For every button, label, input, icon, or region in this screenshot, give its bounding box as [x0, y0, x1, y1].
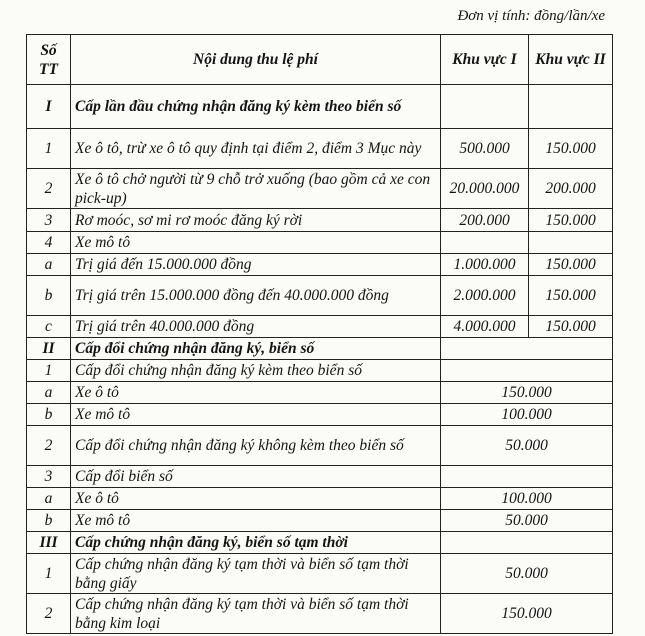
row-region-1: 500.000: [441, 129, 529, 169]
table-row: [27, 232, 613, 254]
row-content: Xe ô tô: [71, 382, 441, 404]
row-stt: a: [27, 254, 71, 276]
fee-table: [26, 34, 613, 634]
row-region-1: 1.000.000: [441, 254, 529, 276]
row-content: Xe mô tô: [71, 510, 441, 532]
row-stt: a: [27, 382, 71, 404]
row-stt: 1: [27, 360, 71, 382]
row-stt: III: [27, 532, 71, 554]
section-row: [27, 85, 613, 129]
header-content: Nội dung thu lệ phí: [71, 35, 441, 85]
table-row: [27, 382, 613, 404]
table-row: [27, 360, 613, 382]
row-content: Cấp đổi chứng nhận đăng ký không kèm theo biển số: [71, 426, 441, 466]
row-value: 50.000: [441, 426, 613, 466]
table-row: [27, 554, 613, 594]
row-content: Xe ô tô chở người từ 9 chỗ trở xuống (bao gồm cả xe con pick-up): [71, 169, 441, 209]
row-stt: a: [27, 488, 71, 510]
row-value: 50.000: [441, 510, 613, 532]
row-value: 100.000: [441, 488, 613, 510]
row-value: [441, 466, 613, 488]
row-value: [441, 532, 613, 554]
row-value: [441, 360, 613, 382]
row-content: Cấp lần đầu chứng nhận đăng ký kèm theo biển số: [71, 85, 441, 129]
fee-table-header: [27, 35, 613, 85]
row-content: Cấp chứng nhận đăng ký, biển số tạm thời: [71, 532, 441, 554]
row-content: Cấp đổi chứng nhận đăng ký, biển số: [71, 338, 441, 360]
row-content: Cấp chứng nhận đăng ký tạm thời và biển số tạm thời bằng kim loại: [71, 594, 441, 634]
row-content: Trị giá trên 40.000.000 đồng: [71, 316, 441, 338]
row-content: Rơ moóc, sơ mi rơ moóc đăng ký rời: [71, 209, 441, 232]
table-row: [27, 466, 613, 488]
row-region-1: 20.000.000: [441, 169, 529, 209]
row-region-2: [529, 232, 613, 254]
table-row: [27, 276, 613, 316]
row-stt: b: [27, 404, 71, 426]
row-region-2: 150.000: [529, 209, 613, 232]
row-stt: I: [27, 85, 71, 129]
unit-note: Đơn vị tính: đồng/lần/xe: [457, 8, 605, 24]
row-stt: 2: [27, 169, 71, 209]
row-region-1: [441, 85, 529, 129]
row-value: 50.000: [441, 554, 613, 594]
row-stt: b: [27, 276, 71, 316]
row-stt: 2: [27, 426, 71, 466]
row-region-1: 2.000.000: [441, 276, 529, 316]
row-content: Trị giá đến 15.000.000 đồng: [71, 254, 441, 276]
row-region-2: [529, 85, 613, 129]
table-row: [27, 129, 613, 169]
row-region-2: 150.000: [529, 129, 613, 169]
row-value: [441, 338, 613, 360]
header-region-1: Khu vực I: [441, 35, 529, 85]
row-content: Cấp đổi biển số: [71, 466, 441, 488]
table-row: [27, 594, 613, 634]
row-region-1: 4.000.000: [441, 316, 529, 338]
row-value: 100.000: [441, 404, 613, 426]
row-content: Trị giá trên 15.000.000 đồng đến 40.000.000 đồng: [71, 276, 441, 316]
row-stt: 3: [27, 466, 71, 488]
row-region-2: 150.000: [529, 254, 613, 276]
row-region-2: 150.000: [529, 276, 613, 316]
table-row: [27, 510, 613, 532]
table-row: [27, 404, 613, 426]
row-stt: 1: [27, 129, 71, 169]
row-content: Xe ô tô, trừ xe ô tô quy định tại điểm 2, điểm 3 Mục này: [71, 129, 441, 169]
row-region-2: 200.000: [529, 169, 613, 209]
table-row: [27, 426, 613, 466]
fee-table-body: [27, 85, 613, 634]
row-stt: b: [27, 510, 71, 532]
row-value: 150.000: [441, 594, 613, 634]
table-row: [27, 254, 613, 276]
row-region-1: 200.000: [441, 209, 529, 232]
row-stt: 1: [27, 554, 71, 594]
row-region-2: 150.000: [529, 316, 613, 338]
header-region-2: Khu vực II: [529, 35, 613, 85]
row-region-1: [441, 232, 529, 254]
section-row: [27, 338, 613, 360]
table-row: [27, 488, 613, 510]
row-stt: 2: [27, 594, 71, 634]
row-stt: II: [27, 338, 71, 360]
row-stt: c: [27, 316, 71, 338]
row-content: Cấp chứng nhận đăng ký tạm thời và biển số tạm thời bằng giấy: [71, 554, 441, 594]
table-row: [27, 169, 613, 209]
header-stt: Số TT: [27, 35, 71, 85]
row-content: Cấp đổi chứng nhận đăng ký kèm theo biển số: [71, 360, 441, 382]
row-content: Xe mô tô: [71, 232, 441, 254]
table-row: [27, 316, 613, 338]
row-content: Xe mô tô: [71, 404, 441, 426]
row-stt: 3: [27, 209, 71, 232]
table-row: [27, 209, 613, 232]
row-content: Xe ô tô: [71, 488, 441, 510]
row-stt: 4: [27, 232, 71, 254]
section-row: [27, 532, 613, 554]
row-value: 150.000: [441, 382, 613, 404]
